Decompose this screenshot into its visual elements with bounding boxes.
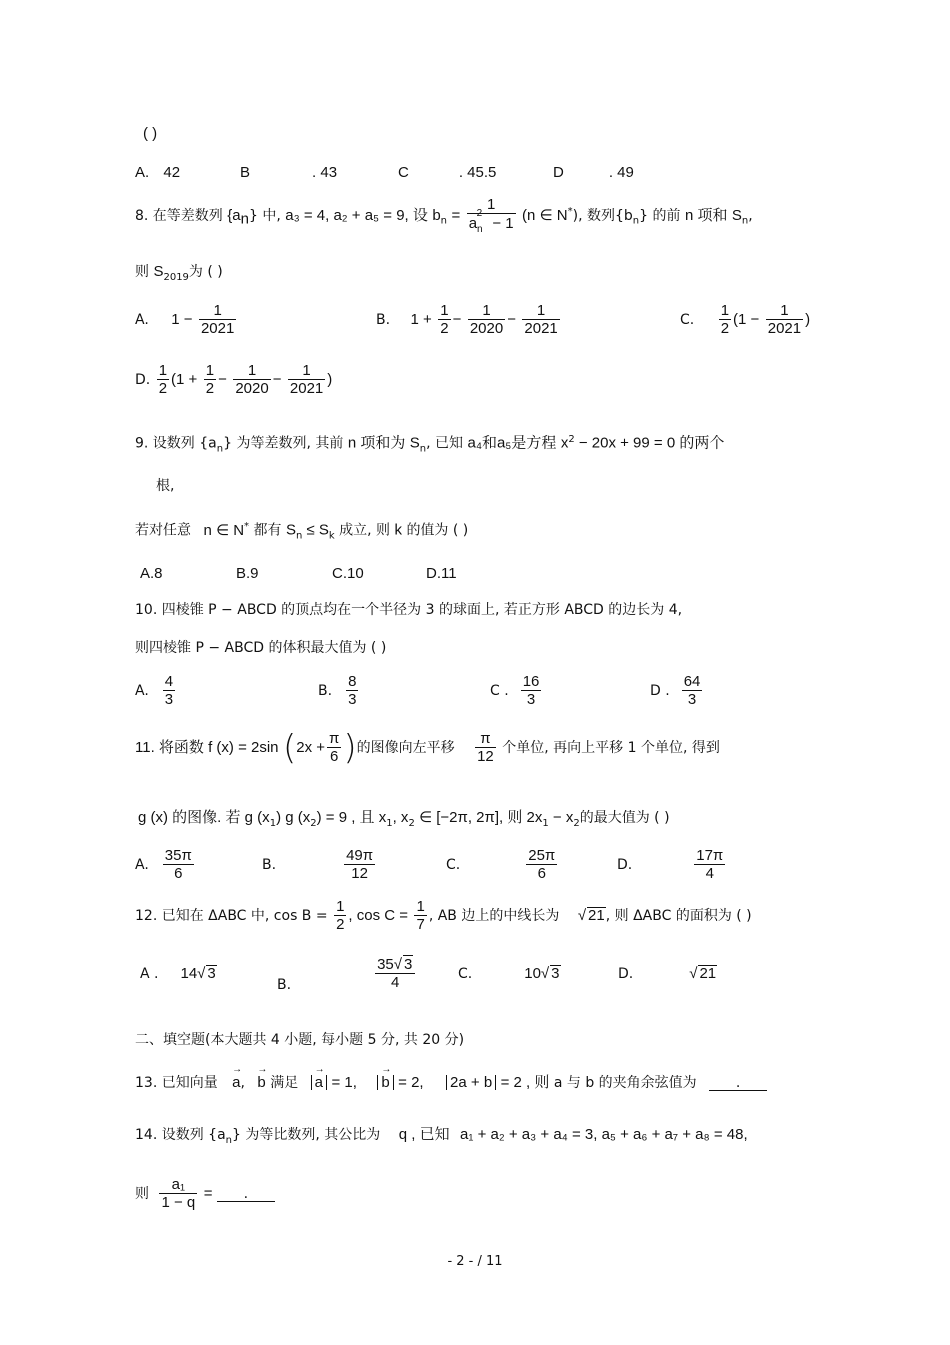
q7-option-d: D . 49: [553, 164, 634, 181]
q10-option-d: D . $\frac{64}{3}$: [650, 673, 701, 709]
q12-option-b: B. $\frac{35√ 3}{4}$: [277, 955, 417, 992]
q10-option-c: C . $\frac{16}{3}$: [490, 673, 540, 709]
q11-option-a: A. $\frac{35\pi}{6}$: [135, 847, 192, 883]
q8-option-c: C. $\frac{1}{2}$ (1 − $\frac{1}{2021}$ ): [680, 302, 811, 338]
q9-stem-line2: 根,: [156, 478, 175, 494]
q10-option-b: B. $\frac{8}{3}$: [318, 673, 357, 709]
q11-stem-line2: g (x) 的图像. 若 g $(x_1)$ g $(x_2) = 9$ , 且 $x_1$, $x_2$ ∈ [−2π, 2π], 则 $2x_1 - x_2$的最大值为 ( ): [138, 809, 670, 829]
q12-option-d: D. √ 21: [618, 965, 717, 982]
q13-answer-blank[interactable]: .: [709, 1076, 767, 1091]
q9-stem-line3: 若对任意 n ∈ N* 都有 $S_n \le S_k$ 成立, 则 k 的值为 ( ): [135, 521, 469, 542]
q12-option-a: A . 14√ 3: [140, 965, 216, 982]
q8-option-a: A. 1 − $\frac{1}{2021}$: [135, 302, 235, 338]
q10-option-a: A. $\frac{4}{3}$: [135, 673, 174, 709]
q12-stem: 12. 已知在 ΔABC 中, cos B = $\frac{1}{2}$ , cos C = $\frac{1}{7}$ , AB 边上的中线长为 √ 21, 则 ΔABC 的面积为 ( ): [135, 898, 752, 934]
q10-stem-line2: 则四棱锥 P − ABCD 的体积最大值为 ( ): [135, 640, 387, 656]
q12-option-c: C. 10√ 3: [458, 965, 560, 982]
q7-option-c: C . 45.5: [398, 164, 497, 181]
q9-stem-line1: 9. 设数列 $\{a_n\}$ 为等差数列, 其前 n 项和为 $S_n$, 已知 a₄和a₅是方程 $x^2 - 20x + 99 = 0$ 的两个: [135, 434, 725, 455]
q7-paren: ( ): [143, 125, 158, 142]
q11-stem-line1: 11. 将函数 f (x) = 2sin (2x + $\frac{\pi}{6}$ )的图像向左平移 $\frac{\pi}{12}$ 个单位, 再向上平移 1 个单位, 得到: [135, 727, 720, 768]
section-heading-fill-in: 二、填空题(本大题共 4 小题, 每小题 5 分, 共 20 分): [135, 1032, 465, 1048]
page-number: - 2 - / 11: [447, 1254, 503, 1269]
q9-option-a: A.8: [140, 565, 163, 582]
q9-option-c: C.10: [332, 565, 364, 582]
q8-option-d: D. $\frac{1}{2}$ (1 + $\frac{1}{2}$ − $\frac{1}{2020}$ − $\frac{1}{2021}$ ): [135, 362, 333, 398]
q14-stem-line2: 则 $\frac{\text{a₁}}{1 - q}$ = .: [135, 1176, 275, 1212]
q9-option-d: D.11: [426, 565, 457, 582]
q8-stem-line2: 则 $S_{2019}$为 ( ): [135, 263, 223, 283]
q13-stem: 13. 已知向量 → a, → b 满足 → a = 1, → b = 2, 2a + b = 2 , 则 a 与 b 的夹角余弦值为 .: [135, 1075, 767, 1091]
q11-option-b: B. $\frac{49\pi}{12}$: [262, 847, 374, 883]
q8-stem-line1: 8. 在等差数列 $\{a_n\}$ 中, a₃ = 4, a₂ + a₅ = 9, 设 $b_n$ = $\frac{1}{a_n^2 - 1}$ (n ∈ N*), 数列$\{b_n\}$ 的前 n 项和 $S_n$,: [135, 196, 753, 236]
q11-option-c: C. $\frac{25\pi}{6}$: [446, 847, 556, 883]
q9-option-b: B.9: [236, 565, 259, 582]
q14-stem-line1: 14. 设数列 $\{a_n\}$ 为等比数列, 其公比为 q , 已知 a₁ + a₂ + a₃ + a₄ = 3, a₅ + a₆ + a₇ + a₈ = 48,: [135, 1126, 748, 1146]
q14-answer-blank[interactable]: .: [217, 1187, 275, 1202]
q10-stem-line1: 10. 四棱锥 P − ABCD 的顶点均在一个半径为 3 的球面上, 若正方形 ABCD 的边长为 4,: [135, 602, 683, 618]
q7-option-a: A. 42: [135, 164, 181, 181]
q11-option-d: D. $\frac{17\pi}{4}$: [617, 847, 724, 883]
q7-option-b: B . 43: [240, 164, 338, 181]
q8-option-b: B. 1 + $\frac{1}{2}$ − $\frac{1}{2020}$ − $\frac{1}{2021}$: [376, 302, 558, 338]
